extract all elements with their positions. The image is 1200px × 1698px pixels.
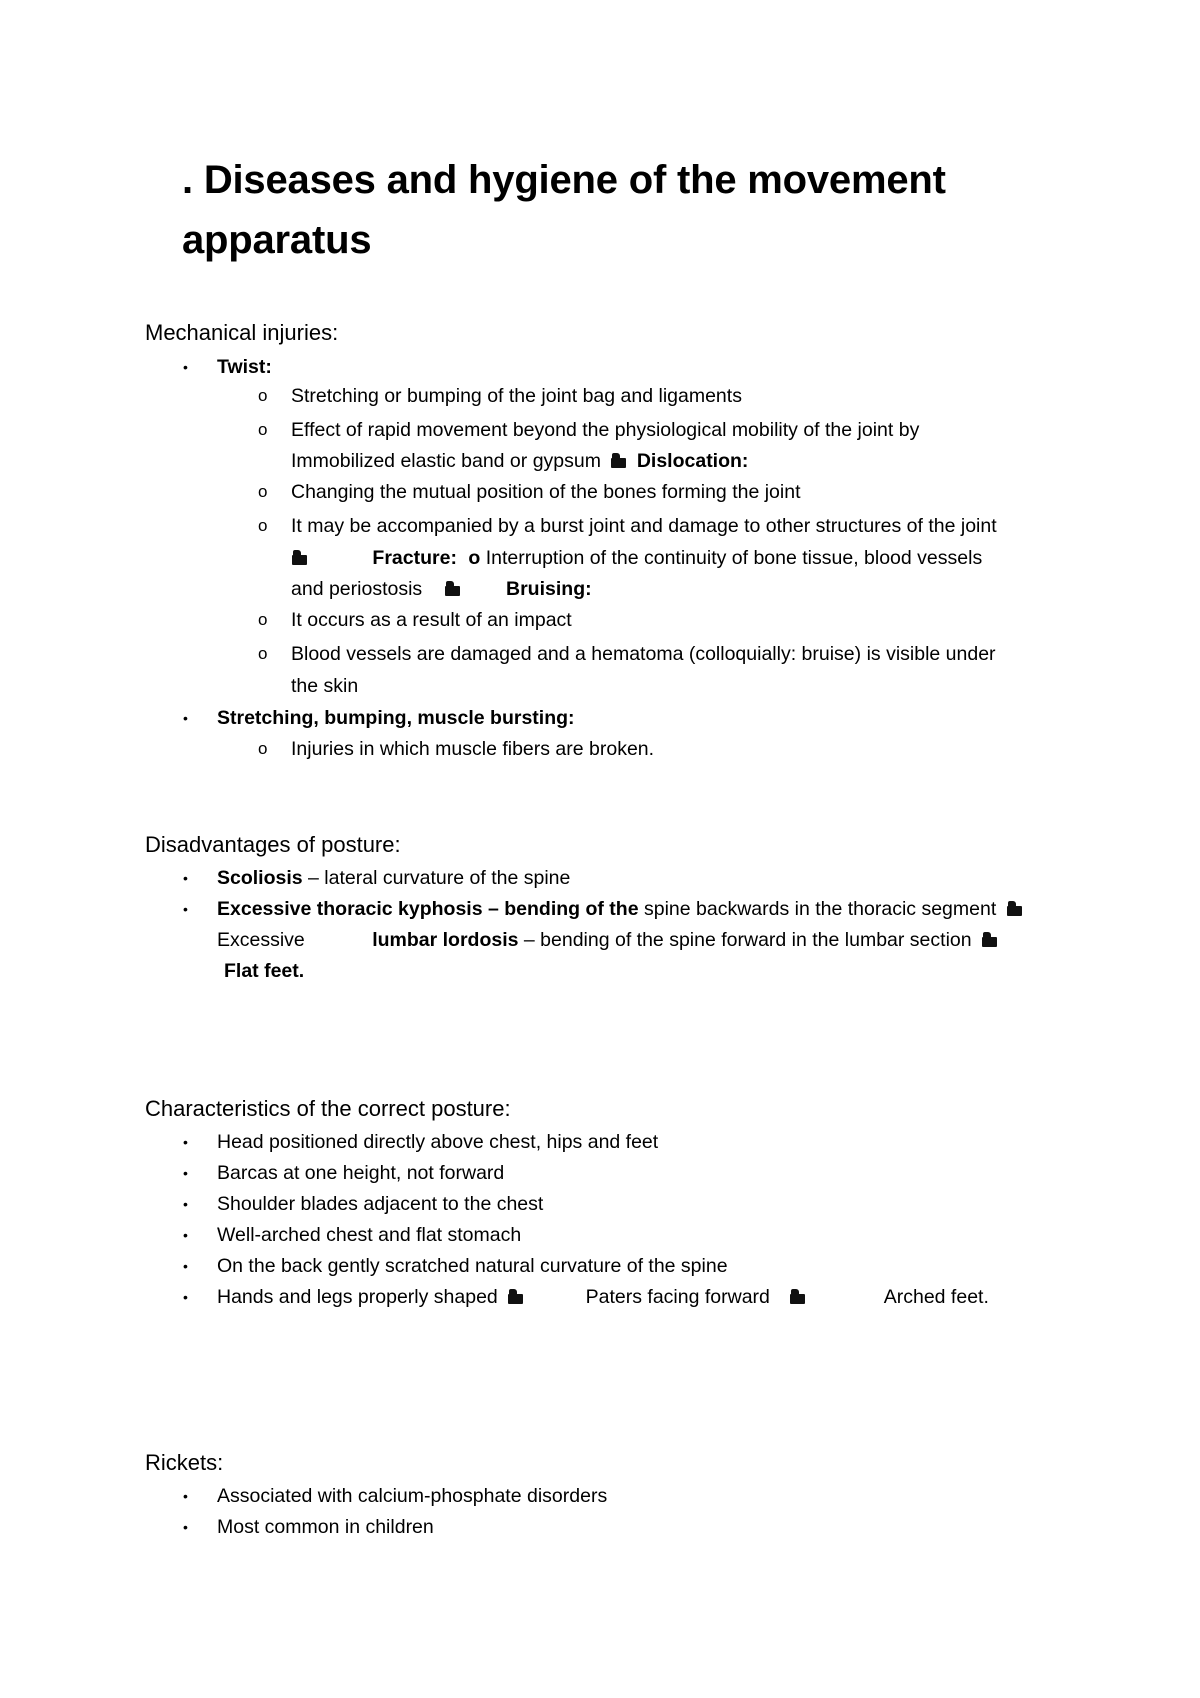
- sub-bullet-marker: o: [468, 547, 481, 569]
- bullet-marker: •: [183, 1488, 188, 1504]
- list-item-lordosis-term: lumbar lordosis: [372, 929, 519, 951]
- section-heading-mechanical-injuries: Mechanical injuries:: [145, 320, 339, 345]
- list-item-dislocation-2: It may be accompanied by a burst joint and damage to other structures of the joint: [291, 515, 997, 537]
- list-item-bruising-2: Blood vessels are damaged and a hematoma (colloquially: bruise) is visible under: [291, 643, 996, 665]
- list-item-dislocation: Dislocation:: [636, 450, 749, 472]
- list-item: Barcas at one height, not forward: [217, 1162, 505, 1184]
- list-item-scoliosis-text: – lateral curvature of the spine: [302, 867, 571, 889]
- list-item-kyphosis: [217, 895, 1027, 923]
- list-item-stretching-1: Injuries in which muscle fibers are broken.: [291, 738, 655, 760]
- list-item-bruising-2-continued: the skin: [291, 675, 359, 697]
- bullet-marker: •: [183, 1227, 188, 1243]
- bullet-marker: •: [183, 710, 188, 726]
- list-item-twist-2-text: Immobilized elastic band or gypsum: [291, 450, 601, 472]
- list-item-lordosis: [217, 926, 1002, 954]
- sub-bullet-marker: o: [258, 610, 268, 629]
- list-item-fracture-1-continued: and periostosis: [291, 578, 423, 600]
- bullet-marker: •: [183, 1196, 188, 1212]
- list-item-twist-2: Effect of rapid movement beyond the physiological mobility of the joint by: [291, 419, 920, 441]
- list-item: Well-arched chest and flat stomach: [217, 1224, 522, 1246]
- bullet-marker: •: [183, 1289, 188, 1305]
- sub-bullet-marker: o: [258, 516, 268, 535]
- bullet-icon: [444, 581, 461, 596]
- list-item-bruising: Bruising:: [506, 578, 592, 600]
- list-item-stretching: Stretching, bumping, muscle bursting:: [217, 707, 575, 729]
- list-item-fracture: Fracture:: [372, 547, 457, 569]
- list-item-kyphosis-term: Excessive thoracic kyphosis – bending of the: [217, 898, 639, 920]
- bullet-marker: •: [183, 359, 188, 375]
- bullet-icon: [507, 1289, 524, 1304]
- sub-bullet-marker: o: [258, 420, 268, 439]
- sub-bullet-marker: o: [258, 739, 268, 758]
- bullet-marker: •: [183, 901, 188, 917]
- list-item-paters-text: Paters facing forward: [585, 1286, 770, 1308]
- list-item-hands-legs: [217, 1283, 989, 1311]
- sub-bullet-marker: o: [258, 386, 268, 405]
- section-heading-disadvantages-of-posture: Disadvantages of posture:: [145, 832, 401, 857]
- list-item: On the back gently scratched natural curvature of the spine: [217, 1255, 728, 1277]
- document-title: . Diseases and hygiene of the movement apparatus: [182, 158, 946, 262]
- list-item-twist-1: Stretching or bumping of the joint bag and ligaments: [291, 385, 742, 407]
- list-item-scoliosis-term: Scoliosis: [217, 867, 303, 889]
- bullet-marker: •: [183, 1258, 188, 1274]
- bullet-marker: •: [183, 870, 188, 886]
- bullet-icon: [291, 550, 308, 565]
- list-item-fracture-continued: [291, 575, 592, 603]
- list-item-fracture-line: [291, 544, 982, 572]
- bullet-icon: [789, 1289, 806, 1304]
- list-item-twist-2-continued: [291, 447, 748, 475]
- list-item-kyphosis-text: spine backwards in the thoracic segment: [638, 898, 997, 920]
- list-item-twist: Twist:: [217, 356, 272, 378]
- section-heading-rickets: Rickets:: [145, 1450, 224, 1475]
- bullet-marker: •: [183, 1519, 188, 1535]
- list-item: Most common in children: [217, 1516, 434, 1538]
- bullet-icon: [610, 453, 627, 468]
- bullet-marker: •: [183, 1165, 188, 1181]
- list-item: Associated with calcium-phosphate disorders: [217, 1485, 608, 1507]
- list-item: Head positioned directly above chest, hips and feet: [217, 1131, 659, 1153]
- list-item: Shoulder blades adjacent to the chest: [217, 1193, 544, 1215]
- list-item-dislocation-1: Changing the mutual position of the bones forming the joint: [291, 481, 801, 503]
- list-item-lordosis-text: – bending of the spine forward in the lumbar section: [518, 929, 972, 951]
- sub-bullet-marker: o: [258, 644, 268, 663]
- bullet-icon: [981, 932, 998, 947]
- sub-bullet-marker: o: [258, 482, 268, 501]
- list-item-lordosis-prefix: Excessive: [217, 929, 305, 951]
- list-item-flat-feet: Flat feet.: [224, 960, 305, 982]
- list-item-scoliosis: [217, 864, 570, 892]
- bullet-marker: •: [183, 1134, 188, 1150]
- list-item-bruising-1: It occurs as a result of an impact: [291, 609, 572, 631]
- list-item-hands-legs-text: Hands and legs properly shaped: [217, 1286, 498, 1308]
- list-item-arched-feet-text: Arched feet.: [883, 1286, 989, 1308]
- section-heading-correct-posture: Characteristics of the correct posture:: [145, 1096, 511, 1121]
- list-item-fracture-1: Interruption of the continuity of bone tissue, blood vessels: [485, 547, 983, 569]
- bullet-icon: [1006, 901, 1023, 916]
